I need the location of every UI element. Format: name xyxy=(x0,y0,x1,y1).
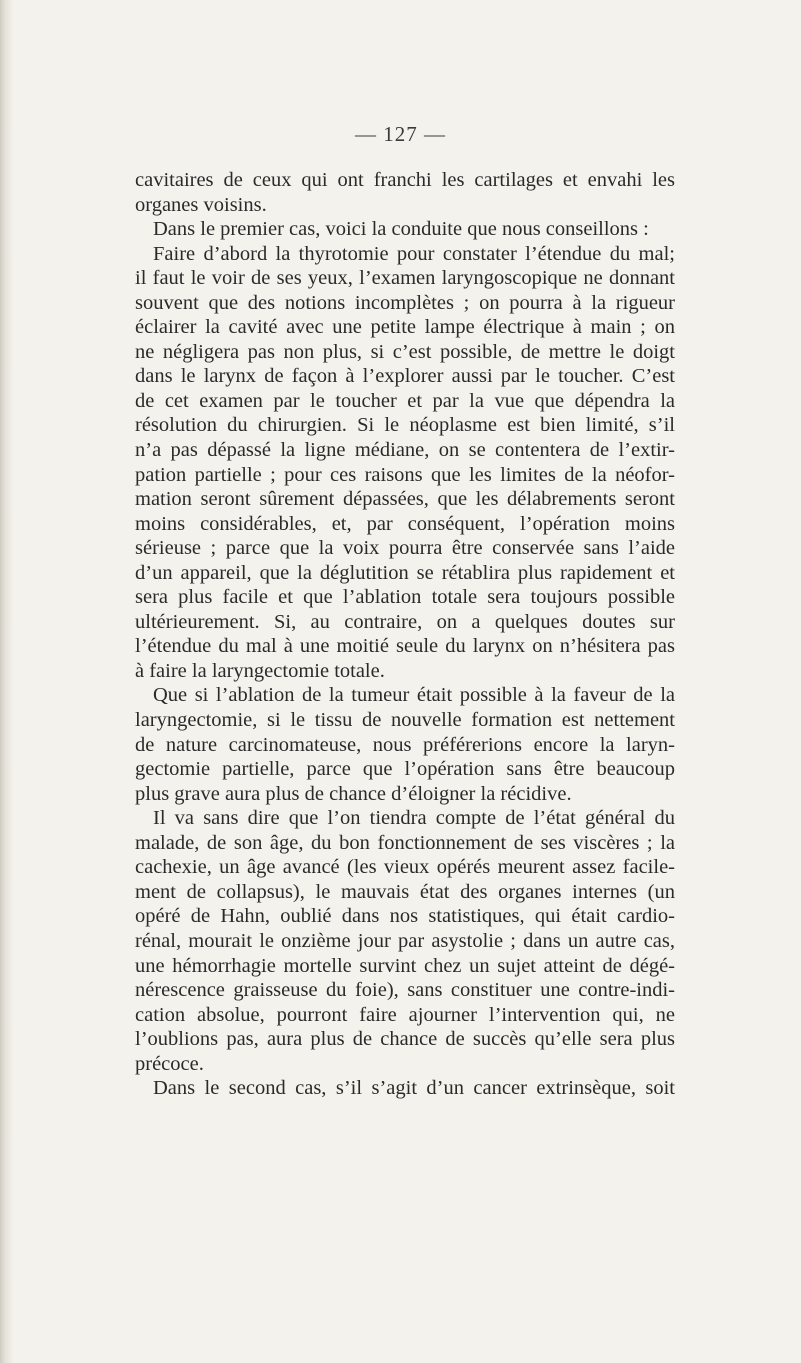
text-line: sérieuse ; parce que la voix pourra être conservée sans l’aide xyxy=(135,537,675,560)
text-line: pation partielle ; pour ces raisons que les limites de la néofor- xyxy=(135,463,675,486)
text-line: l’étendue du mal à une moitié seule du larynx on n’hésitera pas xyxy=(135,635,675,658)
text-line: gectomie partielle, parce que l’opération sans être beaucoup xyxy=(135,758,675,781)
text-line: organes voisins. xyxy=(135,193,267,216)
text-line: ultérieurement. Si, au contraire, on a quelques doutes sur xyxy=(135,610,675,633)
text-line: malade, de son âge, du bon fonctionnement de ses viscères ; la xyxy=(135,831,675,854)
page-binding-edge xyxy=(0,0,14,1363)
text-line: mation seront sûrement dépassées, que les délabrements seront xyxy=(135,488,675,511)
text-line: l’oublions pas, aura plus de chance de succès qu’elle sera plus xyxy=(135,1028,675,1051)
text-line: n’a pas dépassé la ligne médiane, on se contentera de l’extir- xyxy=(135,439,675,462)
text-line: opéré de Hahn, oublié dans nos statistiques, qui était cardio- xyxy=(135,905,675,928)
text-line: Dans le second cas, s’il s’agit d’un cancer extrinsèque, soit xyxy=(153,1077,675,1100)
text-line: il faut le voir de ses yeux, l’examen laryngoscopique ne donnant xyxy=(135,267,675,290)
text-line: dans le larynx de façon à l’explorer aussi par le toucher. C’est xyxy=(135,365,675,388)
text-line: Il va sans dire que l’on tiendra compte de l’état général du xyxy=(153,807,675,830)
text-line: moins considérables, et, par conséquent, l’opération moins xyxy=(135,512,675,535)
text-line: de cet examen par le toucher et par la vue que dépendra la xyxy=(135,389,675,412)
text-line: rénal, mourait le onzième jour par asystolie ; dans un autre cas, xyxy=(135,929,675,952)
text-line: ne négligera pas non plus, si c’est possible, de mettre le doigt xyxy=(135,340,675,363)
text-line: laryngectomie, si le tissu de nouvelle formation est nettement xyxy=(135,709,675,732)
text-line: plus grave aura plus de chance d’éloigner la récidive. xyxy=(135,782,572,805)
text-line: une hémorrhagie mortelle survint chez un sujet atteint de dégé- xyxy=(135,954,675,977)
text-line: nérescence graisseuse du foie), sans constituer une contre-indi- xyxy=(135,979,675,1002)
text-line: Faire d’abord la thyrotomie pour constater l’étendue du mal; xyxy=(153,242,675,265)
text-line: résolution du chirurgien. Si le néoplasme est bien limité, s’il xyxy=(135,414,675,437)
body-text xyxy=(135,168,675,1101)
text-line: de nature carcinomateuse, nous préférerions encore la laryn- xyxy=(135,733,675,756)
text-line: sera plus facile et que l’ablation totale sera toujours possible xyxy=(135,586,675,609)
text-line: éclairer la cavité avec une petite lampe électrique à main ; on xyxy=(135,316,675,339)
text-line: à faire la laryngectomie totale. xyxy=(135,659,385,682)
text-line: d’un appareil, que la déglutition se rétablira plus rapidement et xyxy=(135,561,675,584)
text-line: ment de collapsus), le mauvais état des organes internes (un xyxy=(135,880,675,903)
text-line: Que si l’ablation de la tumeur était possible à la faveur de la xyxy=(153,684,675,707)
text-line: souvent que des notions incomplètes ; on pourra à la rigueur xyxy=(135,291,675,314)
text-line: cavitaires de ceux qui ont franchi les cartilages et envahi les xyxy=(135,169,675,191)
text-line: cachexie, un âge avancé (les vieux opérés meurent assez facile- xyxy=(135,856,675,879)
page-number: — 127 — xyxy=(355,122,446,146)
text-line: précoce. xyxy=(135,1052,204,1075)
text-line: Dans le premier cas, voici la conduite que nous conseillons : xyxy=(153,218,649,241)
text-line: cation absolue, pourront faire ajourner l’intervention qui, ne xyxy=(135,1003,675,1026)
